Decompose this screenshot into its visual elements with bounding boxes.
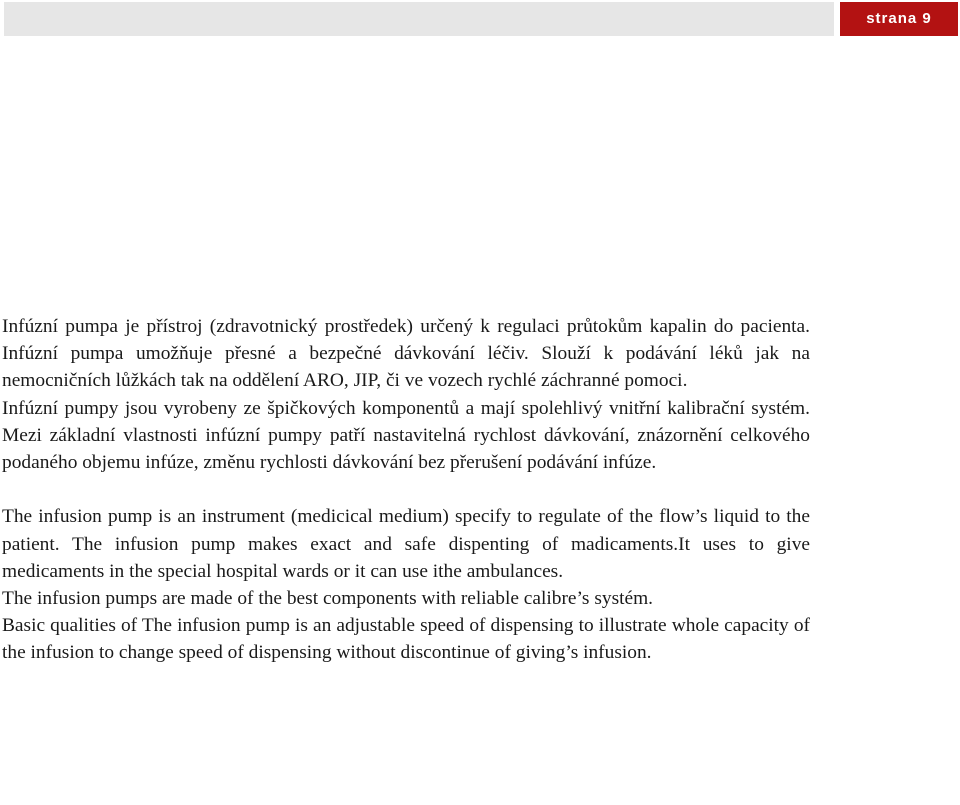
czech-paragraph-2: Infúzní pumpy jsou vyrobeny ze špičkových komponentů a mají spolehlivý vnitřní kalibrační systém. Mezi základní vlastnosti infúzní pumpy patří nastavitelná rychlost dávkování, znázornění celkového podaného objemu infúze, změnu rychlosti dávkování bez přerušení podávání infúze. xyxy=(2,397,810,474)
paragraph-gap xyxy=(2,476,810,503)
page-number-badge: strana 9 xyxy=(840,2,958,36)
english-paragraph-3: Basic qualities of The infusion pump is an adjustable speed of dispensing to illustrate whole capacity of the infusion to change speed of dispensing without discontinue of giving’s infusion. xyxy=(2,615,810,664)
document-body xyxy=(2,313,810,667)
header-bar xyxy=(4,2,834,36)
czech-paragraph-1: Infúzní pumpa je přístroj (zdravotnický prostředek) určený k regulaci průtokům kapalin do pacienta. Infúzní pumpa umožňuje přesné a bezpečné dávkování léčiv. Slouží k podávání léků jak na nemocničních lůžkách tak na oddělení ARO, JIP, či ve vozech rychlé záchranné pomoci. xyxy=(2,316,810,392)
english-paragraph-2: The infusion pumps are made of the best components with reliable calibre’s systém. xyxy=(2,588,654,610)
english-paragraph-1: The infusion pump is an instrument (medicical medium) specify to regulate of the flow’s liquid to the patient. The infusion pump makes exact and safe dispenting of madicaments.It uses to give medicaments in the special hospital wards or it can use ithe ambulances. xyxy=(2,506,810,582)
